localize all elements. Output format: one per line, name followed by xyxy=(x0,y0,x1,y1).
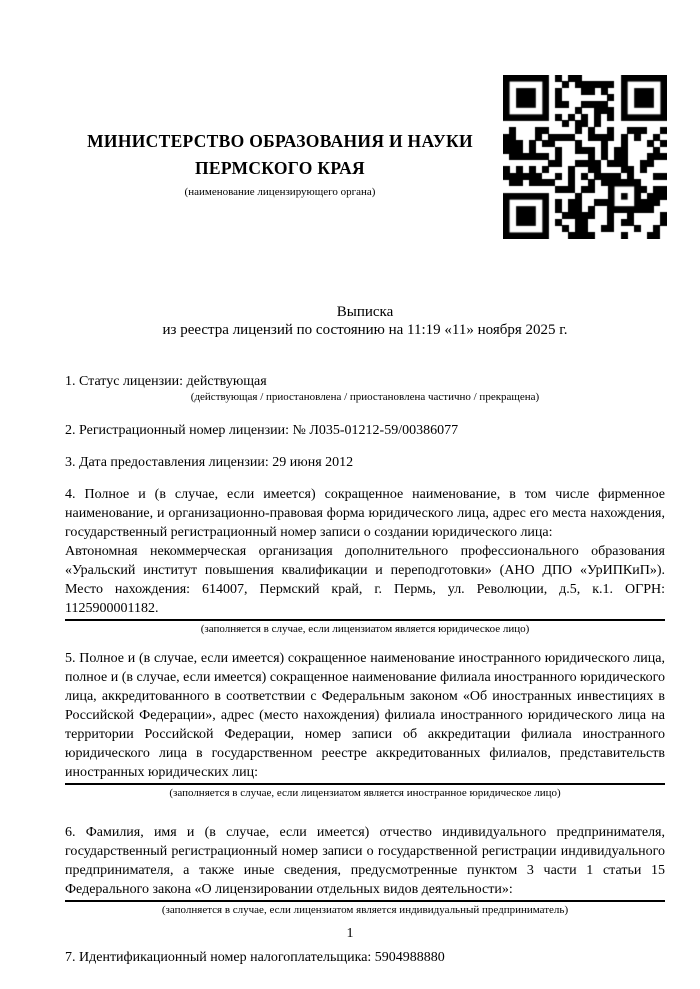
ministry-name-line2: ПЕРМСКОГО КРАЯ xyxy=(195,158,365,178)
ministry-name-line1: МИНИСТЕРСТВО ОБРАЗОВАНИЯ И НАУКИ xyxy=(87,131,473,151)
item-6-entrepreneur-heading: 6. Фамилия, имя и (в случае, если имеется) отчество индивидуального предпринимателя, государственный регистрационный номер записи о государственной регистрации индивидуального предпринимателя, а также иные сведения, предусмотренные пунктом 3 части 1 статьи 15 Федерального закона «О лицензировании отдельных видов деятельности»: xyxy=(65,825,665,897)
document-body xyxy=(65,300,665,967)
item-4-legal-entity-answer: Автономная некоммерческая организация дополнительного профессионального образования «Уральский институт повышения квалификации и переподготовки» (АНО ДПО «УрИПКиП»). Место нахождения: 614007, Пермский край, г. Пермь, ул. Революции, д.5, к.1. ОГРН: 1125900001182. xyxy=(65,544,665,616)
item-4-fill-rule xyxy=(65,619,665,621)
item-2-registration-number: 2. Регистрационный номер лицензии: № Л035-01212-59/00386077 xyxy=(65,423,459,438)
item-6-fill-rule xyxy=(65,900,665,902)
ministry-name-caption: (наименование лицензирующего органа) xyxy=(184,186,376,198)
item-4-legal-entity-heading: 4. Полное и (в случае, если имеется) сокращенное наименование, в том числе фирменное наименование, и организационно-правовая форма юридического лица, адрес его места нахождения, государственный регистрационный номер записи о создании юридического лица: xyxy=(65,487,665,540)
item-5-foreign-entity-heading: 5. Полное и (в случае, если имеется) сокращенное наименование иностранного юридического лица, полное и (в случае, если имеется) сокращенное наименование филиала иностранного юридического лица, аккредитованного в соответствии с Федеральным законом «Об иностранных инвестициях в Российской Федерации», адрес (место нахождения) филиала иностранного юридического лица на территории Российской Федерации, номер записи об аккредитации филиала иностранного юридического лица в государственном реестре аккредитованных филиалов, представительств иностранных юридических лиц: xyxy=(65,651,665,780)
item-1-status-options-caption: (действующая / приостановлена / приостановлена частично / прекращена) xyxy=(190,391,540,403)
document-title-line1: Выписка xyxy=(336,304,394,320)
qr-code-icon xyxy=(503,75,667,239)
item-3-grant-date: 3. Дата предоставления лицензии: 29 июня 2012 xyxy=(65,455,354,470)
licensing-authority-header xyxy=(65,128,495,199)
item-7-taxpayer-id: 7. Идентификационный номер налогоплательщика: 5904988880 xyxy=(65,950,445,965)
item-6-rule-caption: (заполняется в случае, если лицензиатом является индивидуальный предприниматель) xyxy=(161,904,569,916)
item-5-fill-rule xyxy=(65,783,665,785)
item-5-rule-caption: (заполняется в случае, если лицензиатом является иностранное юридическое лицо) xyxy=(169,787,561,799)
page-number: 1 xyxy=(346,926,354,941)
item-1-license-status: 1. Статус лицензии: действующая xyxy=(65,374,267,389)
document-title xyxy=(65,303,665,339)
document-title-line2: из реестра лицензий по состоянию на 11:19 «11» ноября 2025 г. xyxy=(162,322,568,338)
item-4-rule-caption: (заполняется в случае, если лицензиатом является юридическое лицо) xyxy=(200,623,530,635)
